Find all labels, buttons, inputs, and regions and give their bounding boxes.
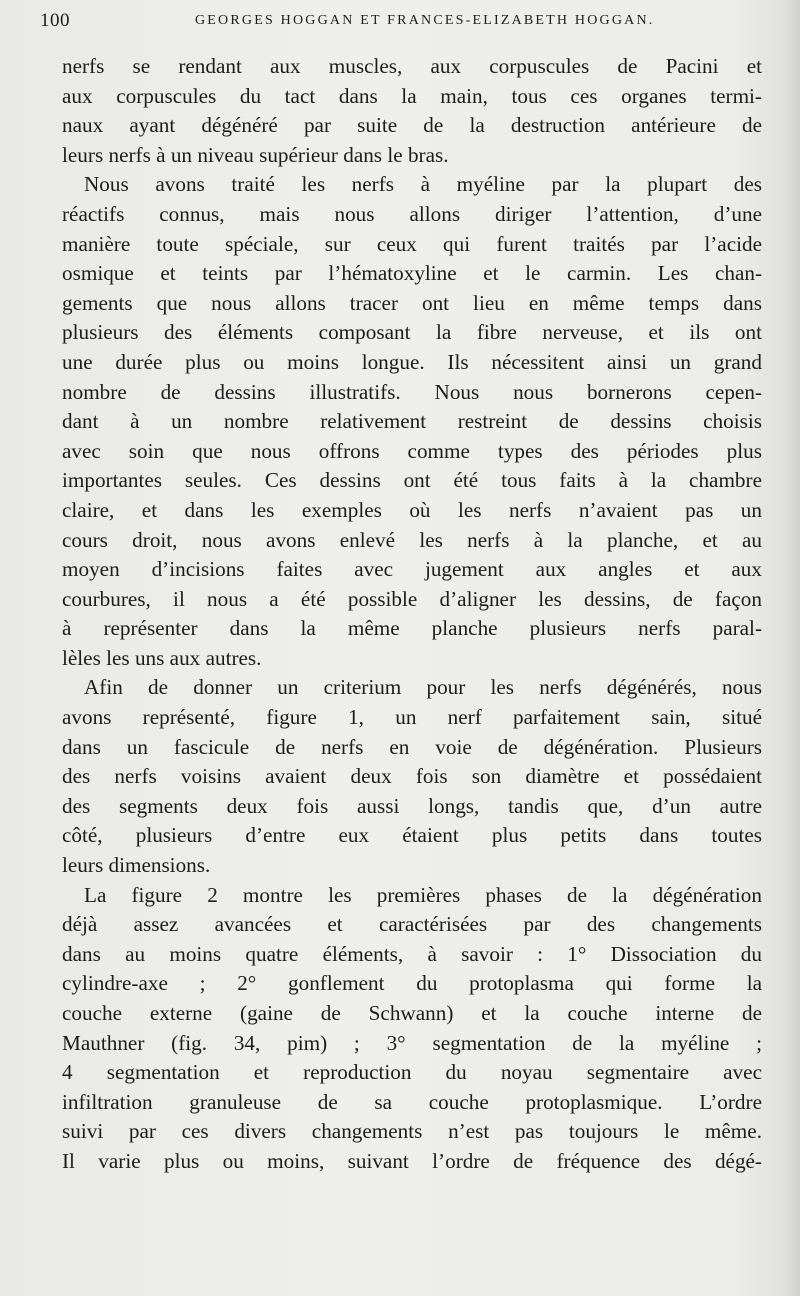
page-edge-shadow	[786, 0, 800, 1296]
text-line: une durée plus ou moins longue. Ils nécessitent ainsi un grand	[62, 349, 762, 374]
text-line: réactifs connus, mais nous allons diriger l’attention, d’une	[62, 201, 762, 226]
text-line: côté, plusieurs d’entre eux étaient plus petits dans toutes	[62, 823, 762, 848]
text-line: 4 segmentation et reproduction du noyau segmentaire avec	[62, 1060, 762, 1085]
text-line: lèles les uns aux autres.	[62, 645, 262, 670]
text-line: déjà assez avancées et caractérisées par des changements	[62, 912, 762, 937]
text-line: Mauthner (fig. 34, pim) ; 3° segmentation de la myéline ;	[62, 1030, 762, 1055]
text-line: claire, et dans les exemples où les nerfs n’avaient pas un	[62, 497, 762, 522]
text-line: leurs nerfs à un niveau supérieur dans le bras.	[62, 142, 449, 167]
text-line: Afin de donner un criterium pour les nerfs dégénérés, nous	[84, 675, 762, 700]
running-title: GEORGES HOGGAN ET FRANCES-ELIZABETH HOGGAN.	[195, 13, 655, 28]
text-line: Nous avons traité les nerfs à myéline par la plupart des	[84, 172, 762, 197]
text-line: avec soin que nous offrons comme types des périodes plus	[62, 438, 762, 463]
text-line: courbures, il nous a été possible d’aligner les dessins, de façon	[62, 586, 762, 611]
text-line: Il varie plus ou moins, suivant l’ordre de fréquence des dégé-	[62, 1148, 762, 1173]
text-line: moyen d’incisions faites avec jugement aux angles et aux	[62, 557, 762, 582]
text-line: importantes seules. Ces dessins ont été tous faits à la chambre	[62, 468, 762, 493]
text-line: nombre de dessins illustratifs. Nous nous bornerons cepen-	[62, 379, 762, 404]
text-line: cours droit, nous avons enlevé les nerfs à la planche, et au	[62, 527, 762, 552]
text-line: manière toute spéciale, sur ceux qui furent traités par l’acide	[62, 231, 762, 256]
text-line: naux ayant dégénéré par suite de la destruction antérieure de	[62, 113, 762, 138]
page-number: 100	[40, 10, 70, 31]
body-text	[62, 52, 762, 1177]
text-line: infiltration granuleuse de sa couche protoplasmique. L’ordre	[62, 1089, 762, 1114]
running-head	[40, 10, 740, 36]
text-line: dant à un nombre relativement restreint de dessins choisis	[62, 409, 762, 434]
text-line: couche externe (gaine de Schwann) et la couche interne de	[62, 1001, 762, 1025]
text-line: leurs dimensions.	[62, 853, 211, 878]
text-line: avons représenté, figure 1, un nerf parfaitement sain, situé	[62, 705, 762, 730]
text-line: des nerfs voisins avaient deux fois son diamètre et possédaient	[62, 764, 762, 789]
text-line: aux corpuscules du tact dans la main, tous ces organes termi-	[62, 83, 762, 108]
text-line: des segments deux fois aussi longs, tandis que, d’un autre	[62, 793, 762, 818]
text-line: gements que nous allons tracer ont lieu en même temps dans	[62, 290, 762, 315]
text-line: à représenter dans la même planche plusieurs nerfs paral-	[62, 616, 762, 641]
text-line: osmique et teints par l’hématoxyline et le carmin. Les chan-	[62, 261, 762, 286]
text-line: cylindre-axe ; 2° gonflement du protoplasma qui forme la	[62, 971, 762, 996]
text-line: dans au moins quatre éléments, à savoir : 1° Dissociation du	[62, 941, 762, 966]
text-line: plusieurs des éléments composant la fibre nerveuse, et ils ont	[62, 320, 762, 345]
text-line: suivi par ces divers changements n’est pas toujours le même.	[62, 1119, 762, 1144]
text-line: nerfs se rendant aux muscles, aux corpuscules de Pacini et	[62, 54, 762, 78]
text-line: La figure 2 montre les premières phases de la dégénération	[84, 882, 762, 907]
text-line: dans un fascicule de nerfs en voie de dégénération. Plusieurs	[62, 734, 762, 759]
